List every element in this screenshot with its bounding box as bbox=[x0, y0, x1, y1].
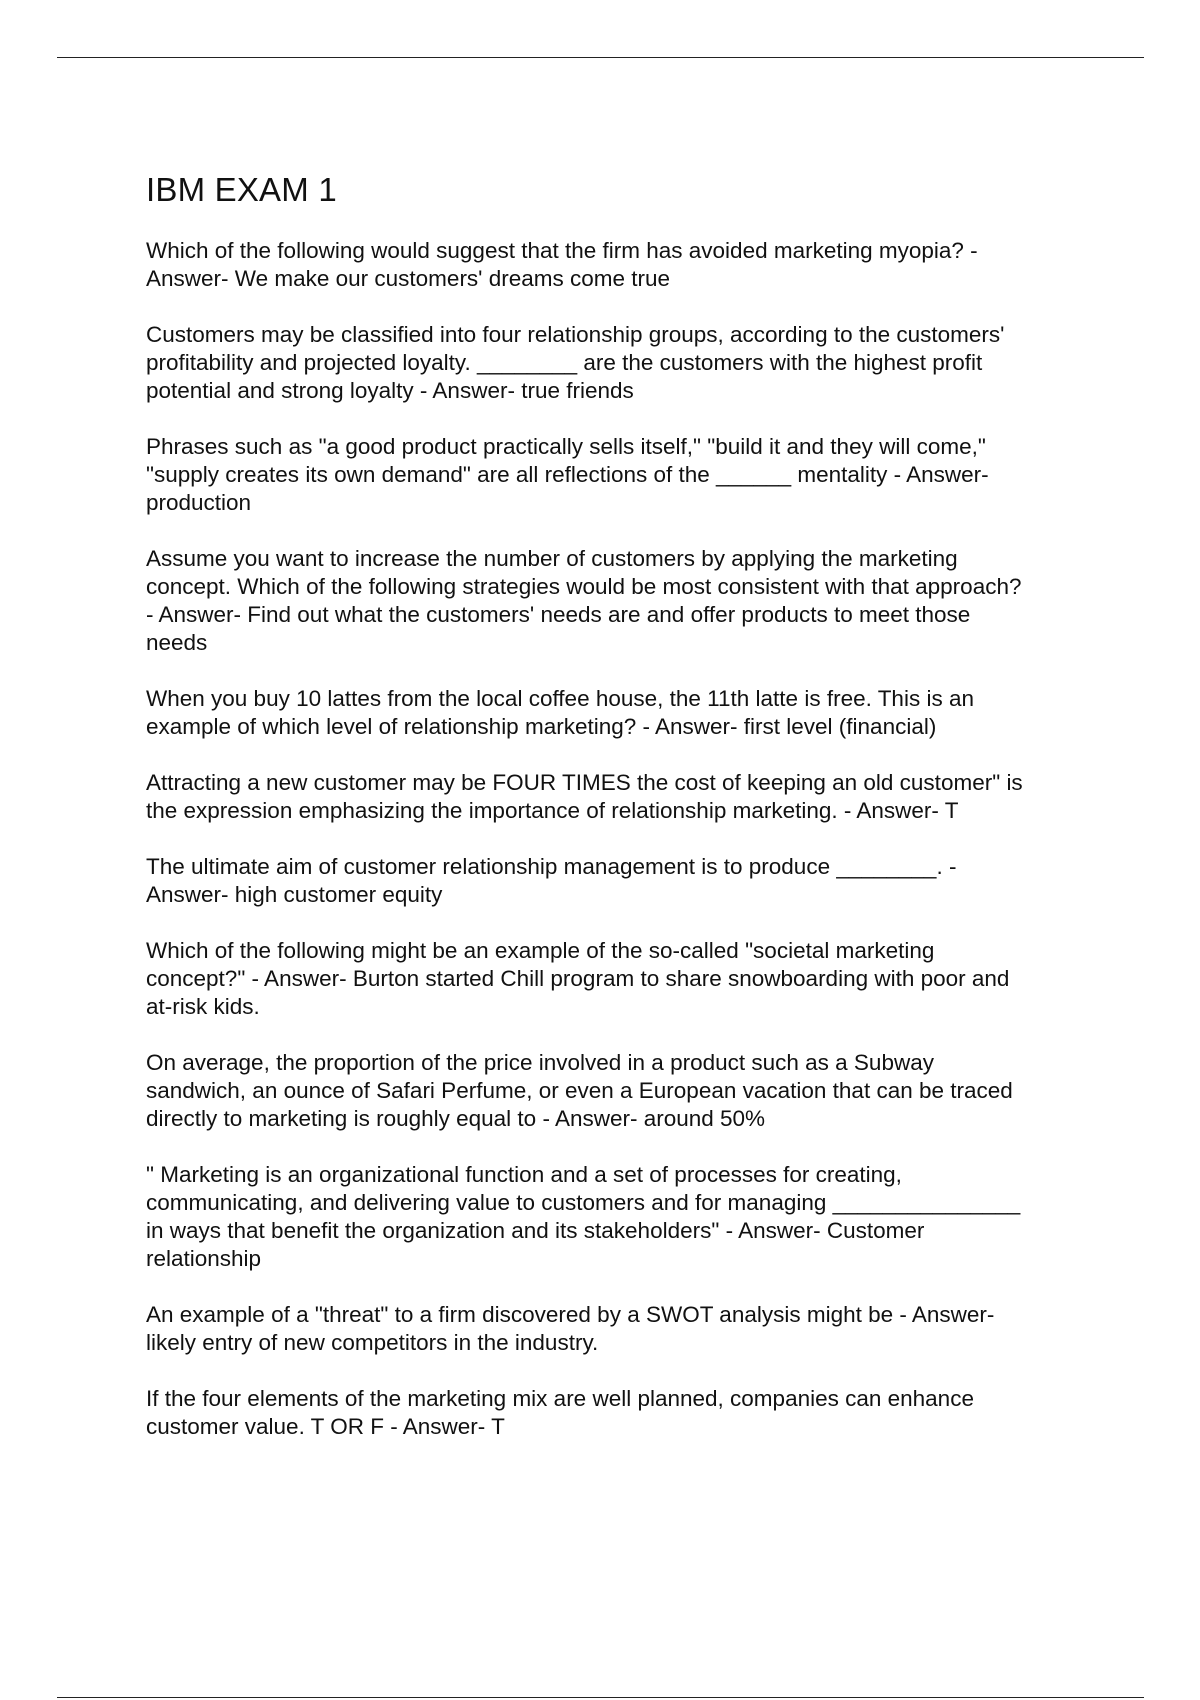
question-line: Customers may be classified into four relationship groups, according to the customers' bbox=[146, 321, 1005, 347]
question-line: Which of the following would suggest that the firm has avoided marketing myopia? - bbox=[146, 237, 978, 263]
question-line: communicating, and delivering value to customers and for managing _______________ bbox=[146, 1189, 1021, 1215]
question-item bbox=[146, 937, 1096, 1021]
question-item bbox=[146, 1049, 1096, 1133]
question-line: concept. Which of the following strategies would be most consistent with that approach? bbox=[146, 573, 1022, 599]
question-line: "supply creates its own demand" are all reflections of the ______ mentality - Answer- bbox=[146, 461, 989, 487]
question-item bbox=[146, 237, 1096, 293]
question-line: When you buy 10 lattes from the local coffee house, the 11th latte is free. This is an bbox=[146, 685, 974, 711]
question-item bbox=[146, 1301, 1096, 1357]
question-line: - Answer- Find out what the customers' needs are and offer products to meet those bbox=[146, 601, 971, 627]
question-line: customer value. T OR F - Answer- T bbox=[146, 1413, 505, 1439]
question-line: relationship bbox=[146, 1245, 262, 1271]
question-line: On average, the proportion of the price involved in a product such as a Subway bbox=[146, 1049, 934, 1075]
question-item bbox=[146, 853, 1096, 909]
question-line: " Marketing is an organizational function and a set of processes for creating, bbox=[146, 1161, 902, 1187]
question-line: at-risk kids. bbox=[146, 993, 260, 1019]
question-line: The ultimate aim of customer relationship management is to produce ________. - bbox=[146, 853, 957, 879]
question-item bbox=[146, 685, 1096, 741]
question-line: concept?" - Answer- Burton started Chill program to share snowboarding with poor and bbox=[146, 965, 1010, 991]
question-line: in ways that benefit the organization and its stakeholders" - Answer- Customer bbox=[146, 1217, 925, 1243]
question-item bbox=[146, 433, 1096, 517]
question-line: production bbox=[146, 489, 252, 515]
question-line: example of which level of relationship marketing? - Answer- first level (financial) bbox=[146, 713, 937, 739]
question-item bbox=[146, 321, 1096, 405]
question-line: Answer- high customer equity bbox=[146, 881, 443, 907]
question-line: profitability and projected loyalty. ________ are the customers with the highest profit bbox=[146, 349, 983, 375]
question-line: sandwich, an ounce of Safari Perfume, or even a European vacation that can be traced bbox=[146, 1077, 1013, 1103]
question-line: Assume you want to increase the number of customers by applying the marketing bbox=[146, 545, 958, 571]
question-item bbox=[146, 545, 1096, 657]
bottom-rule bbox=[57, 1697, 1144, 1698]
question-line: the expression emphasizing the importance of relationship marketing. - Answer- T bbox=[146, 797, 959, 823]
question-line: Which of the following might be an example of the so-called "societal marketing bbox=[146, 937, 935, 963]
question-item bbox=[146, 769, 1096, 825]
question-line: Attracting a new customer may be FOUR TIMES the cost of keeping an old customer" is bbox=[146, 769, 1023, 795]
question-line: Answer- We make our customers' dreams come true bbox=[146, 265, 671, 291]
question-line: needs bbox=[146, 629, 208, 655]
question-line: An example of a "threat" to a firm discovered by a SWOT analysis might be - Answer- bbox=[146, 1301, 995, 1327]
question-item bbox=[146, 1385, 1096, 1441]
question-list bbox=[146, 237, 1096, 1441]
document-body bbox=[146, 170, 1096, 1469]
top-rule bbox=[57, 57, 1144, 58]
page-title: IBM EXAM 1 bbox=[146, 171, 337, 208]
question-line: directly to marketing is roughly equal to - Answer- around 50% bbox=[146, 1105, 766, 1131]
question-item bbox=[146, 1161, 1096, 1273]
question-line: Phrases such as "a good product practically sells itself," "build it and they will come," bbox=[146, 433, 986, 459]
question-line: likely entry of new competitors in the industry. bbox=[146, 1329, 599, 1355]
question-line: If the four elements of the marketing mix are well planned, companies can enhance bbox=[146, 1385, 974, 1411]
question-line: potential and strong loyalty - Answer- true friends bbox=[146, 377, 634, 403]
